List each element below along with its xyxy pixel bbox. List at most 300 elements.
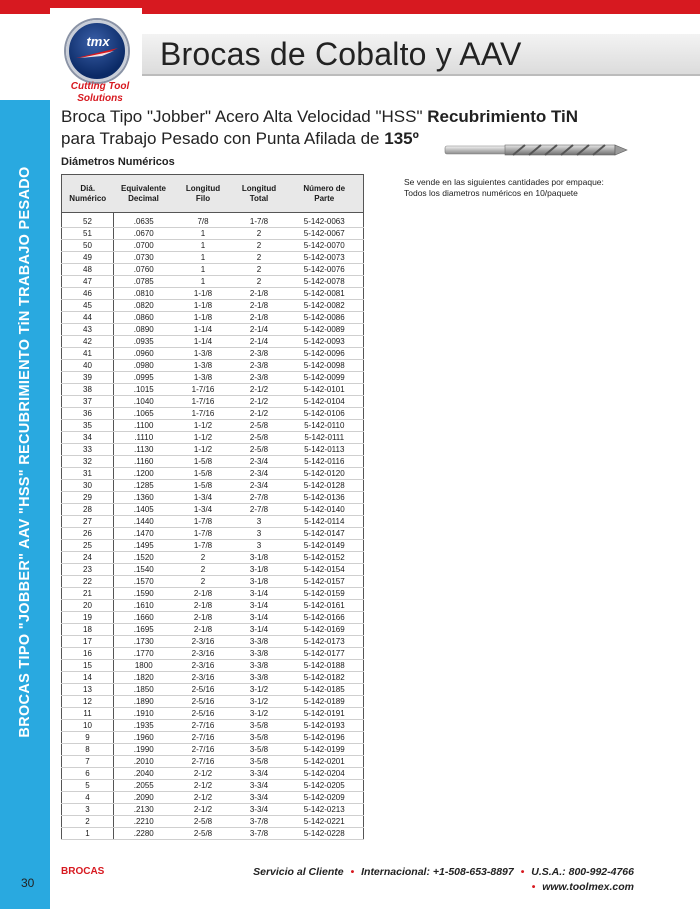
table-row [62, 588, 364, 600]
table-cell: 2-3/16 [174, 672, 233, 684]
table-cell: 7 [62, 756, 114, 768]
table-cell: 5-142-0063 [286, 213, 364, 228]
table-cell: .1360 [114, 492, 174, 504]
brand-tagline [60, 81, 140, 105]
table-row [62, 384, 364, 396]
table-cell: .1100 [114, 420, 174, 432]
table-cell: .1910 [114, 708, 174, 720]
table-cell: 5-142-0196 [286, 732, 364, 744]
footer-bullet-2: • [520, 866, 525, 878]
table-cell: 3-1/8 [233, 564, 286, 576]
table-row [62, 456, 364, 468]
table-cell: 43 [62, 324, 114, 336]
table-row [62, 684, 364, 696]
table-cell: .2090 [114, 792, 174, 804]
table-row [62, 564, 364, 576]
table-cell: .1495 [114, 540, 174, 552]
headline-text-1: Broca Tipo "Jobber" Acero Alta Velocidad "HSS" [61, 107, 428, 126]
table-cell: .1040 [114, 396, 174, 408]
table-cell: 2-5/16 [174, 708, 233, 720]
table-cell: 48 [62, 264, 114, 276]
table-cell: .1990 [114, 744, 174, 756]
table-cell: 28 [62, 504, 114, 516]
table-cell: 5-142-0113 [286, 444, 364, 456]
table-cell: 2-1/8 [233, 312, 286, 324]
table-cell: 5-142-0099 [286, 372, 364, 384]
table-row [62, 336, 364, 348]
table-cell: .0700 [114, 240, 174, 252]
table-header-line: Filo [195, 193, 211, 203]
table-cell: 38 [62, 384, 114, 396]
footer-section-label: BROCAS [61, 866, 105, 877]
table-cell: .1130 [114, 444, 174, 456]
table-cell: 1-7/16 [174, 408, 233, 420]
table-cell: 25 [62, 540, 114, 552]
table-cell: 22 [62, 576, 114, 588]
table-row [62, 792, 364, 804]
table-row [62, 816, 364, 828]
table-cell: .1820 [114, 672, 174, 684]
table-cell: 2 [174, 564, 233, 576]
table-cell: 3-1/4 [233, 624, 286, 636]
table-cell: .1960 [114, 732, 174, 744]
table-row [62, 480, 364, 492]
table-cell: 1-5/8 [174, 480, 233, 492]
table-cell: 5-142-0120 [286, 468, 364, 480]
table-header-line: Numérico [69, 193, 107, 203]
table-cell: 3-3/8 [233, 672, 286, 684]
table-cell: 5-142-0110 [286, 420, 364, 432]
table-header-cell [62, 175, 114, 213]
table-cell: 3-1/8 [233, 576, 286, 588]
table-header-row [62, 175, 364, 213]
table-cell: 1-1/2 [174, 420, 233, 432]
table-cell: .1570 [114, 576, 174, 588]
table-cell: 5-142-0093 [286, 336, 364, 348]
table-row [62, 732, 364, 744]
table-row [62, 396, 364, 408]
table-cell: .1470 [114, 528, 174, 540]
table-row [62, 720, 364, 732]
headline-bold-1: Recubrimiento TiN [427, 107, 579, 126]
table-cell: 1-7/8 [174, 540, 233, 552]
table-row [62, 372, 364, 384]
table-cell: 5-142-0098 [286, 360, 364, 372]
table-cell: 14 [62, 672, 114, 684]
table-cell: 2-3/4 [233, 468, 286, 480]
table-cell: 51 [62, 228, 114, 240]
table-cell: 2 [233, 252, 286, 264]
table-row [62, 324, 364, 336]
section-subhead: Diámetros Numéricos [61, 156, 175, 168]
table-cell: 5-142-0081 [286, 288, 364, 300]
table-cell: 3-3/4 [233, 768, 286, 780]
table-cell: .0960 [114, 348, 174, 360]
table-cell: 44 [62, 312, 114, 324]
table-cell: 5-142-0140 [286, 504, 364, 516]
table-cell: .1110 [114, 432, 174, 444]
table-cell: 2-5/8 [174, 828, 233, 840]
table-row [62, 276, 364, 288]
table-cell: 21 [62, 588, 114, 600]
table-cell: 2-1/2 [233, 384, 286, 396]
table-row [62, 636, 364, 648]
table-cell: 11 [62, 708, 114, 720]
table-cell: 3-1/2 [233, 708, 286, 720]
table-cell: 36 [62, 408, 114, 420]
table-cell: 5-142-0201 [286, 756, 364, 768]
table-row [62, 300, 364, 312]
table-cell: 2 [233, 228, 286, 240]
table-cell: 3-3/4 [233, 792, 286, 804]
table-cell: 24 [62, 552, 114, 564]
table-cell: .1440 [114, 516, 174, 528]
table-header-line: Longitud [241, 183, 277, 193]
table-row [62, 768, 364, 780]
table-cell: 5-142-0104 [286, 396, 364, 408]
table-cell: 1 [174, 252, 233, 264]
table-cell: 2-1/8 [174, 624, 233, 636]
table-cell: 18 [62, 624, 114, 636]
table-cell: 3-1/4 [233, 588, 286, 600]
table-row [62, 492, 364, 504]
table-cell: 3-1/4 [233, 612, 286, 624]
table-cell: 1-7/8 [174, 528, 233, 540]
table-cell: 7/8 [174, 213, 233, 228]
footer-website[interactable]: www.toolmex.com [542, 881, 634, 893]
table-row [62, 288, 364, 300]
table-cell: 5-142-0154 [286, 564, 364, 576]
table-row [62, 252, 364, 264]
table-cell: 1-3/8 [174, 360, 233, 372]
table-cell: 9 [62, 732, 114, 744]
table-cell: 1-1/2 [174, 444, 233, 456]
table-cell: 42 [62, 336, 114, 348]
table-cell: 1-1/4 [174, 336, 233, 348]
headline-bold-2: 135º [384, 129, 419, 148]
table-cell: .1200 [114, 468, 174, 480]
table-cell: .1610 [114, 600, 174, 612]
table-cell: .0760 [114, 264, 174, 276]
table-cell: 2-7/8 [233, 504, 286, 516]
table-cell: 5-142-0161 [286, 600, 364, 612]
table-cell: .0670 [114, 228, 174, 240]
footer-bullet-3: • [531, 881, 536, 893]
table-cell: 3 [233, 516, 286, 528]
table-row [62, 540, 364, 552]
table-cell: 5-142-0191 [286, 708, 364, 720]
table-cell: 2-1/2 [233, 408, 286, 420]
table-cell: .1695 [114, 624, 174, 636]
table-cell: 46 [62, 288, 114, 300]
table-header-line: Longitud [185, 183, 221, 193]
table-cell: 5-142-0221 [286, 816, 364, 828]
table-cell: 3 [62, 804, 114, 816]
table-cell: 13 [62, 684, 114, 696]
table-cell: 5-142-0205 [286, 780, 364, 792]
table-cell: 30 [62, 480, 114, 492]
table-cell: 3-3/8 [233, 660, 286, 672]
table-cell: 1-1/8 [174, 300, 233, 312]
table-cell: 2 [233, 240, 286, 252]
table-cell: 31 [62, 468, 114, 480]
table-cell: 5-142-0114 [286, 516, 364, 528]
table-cell: .0785 [114, 276, 174, 288]
table-cell: 1-1/8 [174, 288, 233, 300]
package-note-line-1: Se vende en las siguientes cantidades por empaque: [404, 177, 604, 187]
table-cell: 5-142-0199 [286, 744, 364, 756]
table-row [62, 804, 364, 816]
brand-line-2: Solutions [77, 93, 123, 104]
table-cell: 5-142-0128 [286, 480, 364, 492]
table-cell: 2 [174, 576, 233, 588]
table-cell: .1540 [114, 564, 174, 576]
table-cell: .0635 [114, 213, 174, 228]
table-cell: 2-5/16 [174, 696, 233, 708]
table-cell: 50 [62, 240, 114, 252]
table-cell: 5-142-0193 [286, 720, 364, 732]
table-header-line: Total [249, 193, 269, 203]
table-row [62, 552, 364, 564]
drill-bit-image [443, 138, 629, 162]
table-cell: 1-3/8 [174, 348, 233, 360]
table-cell: 2-1/8 [233, 300, 286, 312]
table-cell: 5-142-0169 [286, 624, 364, 636]
table-cell: 5-142-0189 [286, 696, 364, 708]
table-cell: 52 [62, 213, 114, 228]
table-cell: 20 [62, 600, 114, 612]
table-row [62, 360, 364, 372]
table-cell: 5-142-0173 [286, 636, 364, 648]
table-cell: 35 [62, 420, 114, 432]
table-cell: 1-1/8 [174, 312, 233, 324]
table-cell: .2040 [114, 768, 174, 780]
table-cell: 2-1/4 [233, 336, 286, 348]
parts-table [61, 174, 364, 840]
table-cell: 3-3/4 [233, 780, 286, 792]
table-cell: .1520 [114, 552, 174, 564]
table-header-line: Número de [303, 183, 346, 193]
table-cell: 41 [62, 348, 114, 360]
table-cell: 2-7/16 [174, 756, 233, 768]
table-cell: 1-5/8 [174, 456, 233, 468]
table-cell: 3-1/4 [233, 600, 286, 612]
table-cell: .0980 [114, 360, 174, 372]
table-row [62, 600, 364, 612]
table-cell: 29 [62, 492, 114, 504]
table-cell: 4 [62, 792, 114, 804]
table-cell: 2-1/2 [174, 780, 233, 792]
table-row [62, 348, 364, 360]
table-cell: 2-3/16 [174, 636, 233, 648]
table-cell: 2-7/16 [174, 744, 233, 756]
table-cell: 3-3/4 [233, 804, 286, 816]
table-row [62, 444, 364, 456]
table-cell: 2-5/8 [174, 816, 233, 828]
page-title: Brocas de Cobalto y AAV [160, 36, 522, 72]
table-cell: 1 [62, 828, 114, 840]
headline-text-2: para Trabajo Pesado con Punta Afilada de [61, 129, 385, 148]
table-cell: 5-142-0096 [286, 348, 364, 360]
table-cell: 2-1/2 [174, 768, 233, 780]
table-cell: .2130 [114, 804, 174, 816]
table-cell: 3 [233, 528, 286, 540]
table-cell: 3-5/8 [233, 720, 286, 732]
table-row [62, 264, 364, 276]
table-cell: 15 [62, 660, 114, 672]
table-cell: 5-142-0149 [286, 540, 364, 552]
table-cell: .1935 [114, 720, 174, 732]
table-cell: .0890 [114, 324, 174, 336]
table-cell: 40 [62, 360, 114, 372]
table-cell: 5-142-0209 [286, 792, 364, 804]
table-cell: 1-7/8 [174, 516, 233, 528]
table-cell: 1-3/4 [174, 504, 233, 516]
table-row [62, 528, 364, 540]
table-cell: 12 [62, 696, 114, 708]
package-note-line-2: Todos los diametros numéricos en 10/paquete [404, 188, 578, 198]
footer-bullet-1: • [350, 866, 355, 878]
table-cell: 3-5/8 [233, 732, 286, 744]
table-cell: 2-1/2 [174, 804, 233, 816]
table-cell: 5-142-0111 [286, 432, 364, 444]
table-cell: .1730 [114, 636, 174, 648]
table-cell: .0730 [114, 252, 174, 264]
table-row [62, 744, 364, 756]
table-row [62, 708, 364, 720]
table-cell: 26 [62, 528, 114, 540]
table-cell: .1015 [114, 384, 174, 396]
table-cell: 2-1/2 [174, 792, 233, 804]
table-row [62, 213, 364, 228]
table-cell: .1590 [114, 588, 174, 600]
side-vertical-title: BROCAS TIPO "JOBBER" AAV "HSS" RECUBRIMIENTO TiN TRABAJO PESADO [17, 166, 33, 738]
table-cell: 5-142-0082 [286, 300, 364, 312]
table-cell: 2-5/8 [233, 432, 286, 444]
table-row [62, 312, 364, 324]
table-cell: 5-142-0228 [286, 828, 364, 840]
table-cell: 16 [62, 648, 114, 660]
table-cell: 2-3/4 [233, 456, 286, 468]
table-cell: 19 [62, 612, 114, 624]
table-cell: 5-142-0089 [286, 324, 364, 336]
table-cell: 2-1/4 [233, 324, 286, 336]
table-cell: .1405 [114, 504, 174, 516]
table-header-cell [233, 175, 286, 213]
table-cell: 5-142-0076 [286, 264, 364, 276]
table-cell: 1800 [114, 660, 174, 672]
table-cell: 5-142-0078 [286, 276, 364, 288]
table-cell: 3-5/8 [233, 756, 286, 768]
table-cell: 8 [62, 744, 114, 756]
table-cell: 5-142-0073 [286, 252, 364, 264]
table-cell: 2-5/16 [174, 684, 233, 696]
table-cell: 5-142-0136 [286, 492, 364, 504]
table-cell: 2-7/16 [174, 732, 233, 744]
table-cell: 5-142-0106 [286, 408, 364, 420]
table-cell: 1 [174, 264, 233, 276]
table-row [62, 504, 364, 516]
table-row [62, 696, 364, 708]
table-cell: .1770 [114, 648, 174, 660]
footer-contact [253, 865, 634, 895]
table-row [62, 648, 364, 660]
table-cell: 5-142-0152 [286, 552, 364, 564]
table-cell: 1 [174, 240, 233, 252]
table-cell: 23 [62, 564, 114, 576]
table-header-cell [286, 175, 364, 213]
logo-text: tmx [86, 34, 110, 49]
table-cell: 47 [62, 276, 114, 288]
table-cell: 1-1/2 [174, 432, 233, 444]
table-cell: 5-142-0070 [286, 240, 364, 252]
table-header-line: Decimal [128, 193, 159, 203]
table-cell: 5-142-0159 [286, 588, 364, 600]
table-cell: 5-142-0157 [286, 576, 364, 588]
table-cell: .0810 [114, 288, 174, 300]
table-cell: 3 [233, 540, 286, 552]
table-header-cell [114, 175, 174, 213]
table-cell: 2 [174, 552, 233, 564]
table-cell: 33 [62, 444, 114, 456]
table-cell: 1-3/8 [174, 372, 233, 384]
table-cell: 2-3/8 [233, 348, 286, 360]
table-body [62, 213, 364, 840]
table-cell: .2010 [114, 756, 174, 768]
table-cell: .2055 [114, 780, 174, 792]
table-cell: 10 [62, 720, 114, 732]
table-row [62, 660, 364, 672]
footer-service: Servicio al Cliente [253, 866, 344, 878]
table-cell: 3-3/8 [233, 636, 286, 648]
table-cell: 2 [62, 816, 114, 828]
table-cell: 2-7/8 [233, 492, 286, 504]
footer-international: Internacional: +1-508-653-8897 [361, 866, 514, 878]
table-header-line: Parte [314, 193, 335, 203]
table-cell: .2280 [114, 828, 174, 840]
table-cell: 5-142-0188 [286, 660, 364, 672]
table-row [62, 420, 364, 432]
table-cell: 2-5/8 [233, 444, 286, 456]
table-row [62, 612, 364, 624]
table-cell: 5 [62, 780, 114, 792]
table-cell: 2-1/8 [174, 600, 233, 612]
table-header-line: Equivalente [121, 183, 166, 193]
table-cell: 3-5/8 [233, 744, 286, 756]
table-cell: 1-7/16 [174, 384, 233, 396]
table-cell: 5-142-0204 [286, 768, 364, 780]
table-row [62, 780, 364, 792]
table-cell: 45 [62, 300, 114, 312]
table-row [62, 624, 364, 636]
table-cell: 1 [174, 228, 233, 240]
table-cell: 32 [62, 456, 114, 468]
table-row [62, 516, 364, 528]
table-cell: 17 [62, 636, 114, 648]
table-cell: 3-1/8 [233, 552, 286, 564]
table-header-line: Diá. [80, 183, 96, 193]
table-cell: 5-142-0101 [286, 384, 364, 396]
table-cell: 2-1/8 [174, 612, 233, 624]
table-row [62, 672, 364, 684]
table-cell: .1660 [114, 612, 174, 624]
table-cell: 5-142-0182 [286, 672, 364, 684]
table-cell: .1065 [114, 408, 174, 420]
table-cell: 39 [62, 372, 114, 384]
table-cell: 2-1/8 [233, 288, 286, 300]
package-note [404, 177, 604, 199]
table-row [62, 468, 364, 480]
